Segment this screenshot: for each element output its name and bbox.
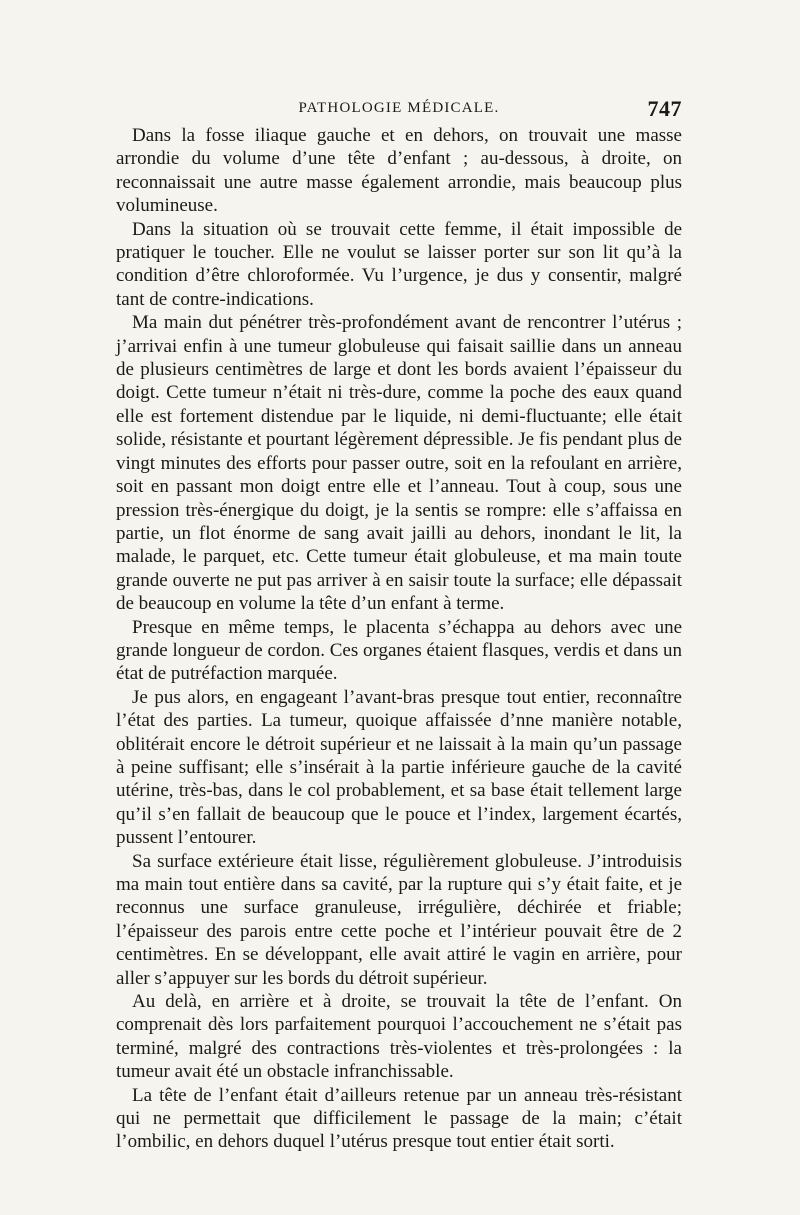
paragraph: Sa surface extérieure était lisse, régulièrement globuleuse. J’introduisis ma main tout entière dans sa cavité, par la rupture qui s’y était faite, et je reconnus une surface granuleuse, irrégulière, déchirée et friable; l’épaisseur des parois entre cette poche et l’intérieur pouvait être de 2 centimètres. En se développant, elle avait attiré le vagin en arrière, pour aller s’appuyer sur les bords du détroit supérieur. xyxy=(116,850,682,989)
paragraph: Dans la situation où se trouvait cette femme, il était impossible de pratiquer le toucher. Elle ne voulut se laisser porter sur son lit qu’à la condition d’être chloroformée. Vu l’urgence, je dus y consentir, malgré tant de contre-indications. xyxy=(116,218,682,310)
paragraph: Ma main dut pénétrer très-profondément avant de rencontrer l’utérus ; j’arrivai enfin à une tumeur globuleuse qui faisait saillie dans un anneau de plusieurs centimètres de large et dont les bords avaient l’épaisseur du doigt. Cette tumeur n’était ni très-dure, comme la poche des eaux quand elle est fortement distendue par le liquide, ni demi-fluctuante; elle était solide, résistante et pourtant légèrement dépressible. Je fis pendant plus de vingt minutes des efforts pour passer outre, soit en la refoulant en arrière, soit en passant mon doigt entre elle et l’anneau. Tout à coup, sous une pression très-énergique du doigt, je la sentis se rompre: elle s’affaissa en partie, un flot énorme de sang avait jailli au dehors, inondant le lit, la malade, le parquet, etc. Cette tumeur était globuleuse, et ma main toute grande ouverte ne put pas arriver à en saisir toute la surface; elle dépassait de beaucoup en volume la tête d’un enfant à terme. xyxy=(116,312,682,615)
paragraph: La tête de l’enfant était d’ailleurs retenue par un anneau très-résistant qui ne permettait que difficilement le passage de la main; c’était l’ombilic, en dehors duquel l’utérus presque tout entier était sorti. xyxy=(116,1084,682,1153)
running-title: PATHOLOGIE MÉDICALE. xyxy=(298,100,500,116)
page-header xyxy=(116,96,682,120)
book-page xyxy=(116,96,682,1154)
paragraph: Presque en même temps, le placenta s’échappa au dehors avec une grande longueur de cordon. Ces organes étaient flasques, verdis et dans un état de putréfaction marquée. xyxy=(116,616,682,685)
paragraph: Je pus alors, en engageant l’avant-bras presque tout entier, reconnaître l’état des parties. La tumeur, quoique affaissée d’nne manière notable, oblitérait encore le détroit supérieur et ne laissait à la main qu’un passage à peine suffisant; elle s’insérait à la partie inférieure gauche de la cavité utérine, très-bas, dans le col probablement, et sa base était tellement large qu’il s’en fallait de beaucoup que le pouce et l’index, largement écartés, pussent l’entourer. xyxy=(116,686,682,849)
page-number: 747 xyxy=(647,96,682,121)
paragraph: Dans la fosse iliaque gauche et en dehors, on trouvait une masse arrondie du volume d’une tête d’enfant ; au-dessous, à droite, on reconnaissait une autre masse également arrondie, mais beaucoup plus volumineuse. xyxy=(116,125,682,217)
paragraph: Au delà, en arrière et à droite, se trouvait la tête de l’enfant. On comprenait dès lors parfaitement pourquoi l’accouchement ne s’était pas terminé, malgré des contractions très-violentes et très-prolongées : la tumeur avait été un obstacle infranchissable. xyxy=(116,991,682,1083)
body-text xyxy=(116,124,682,1154)
